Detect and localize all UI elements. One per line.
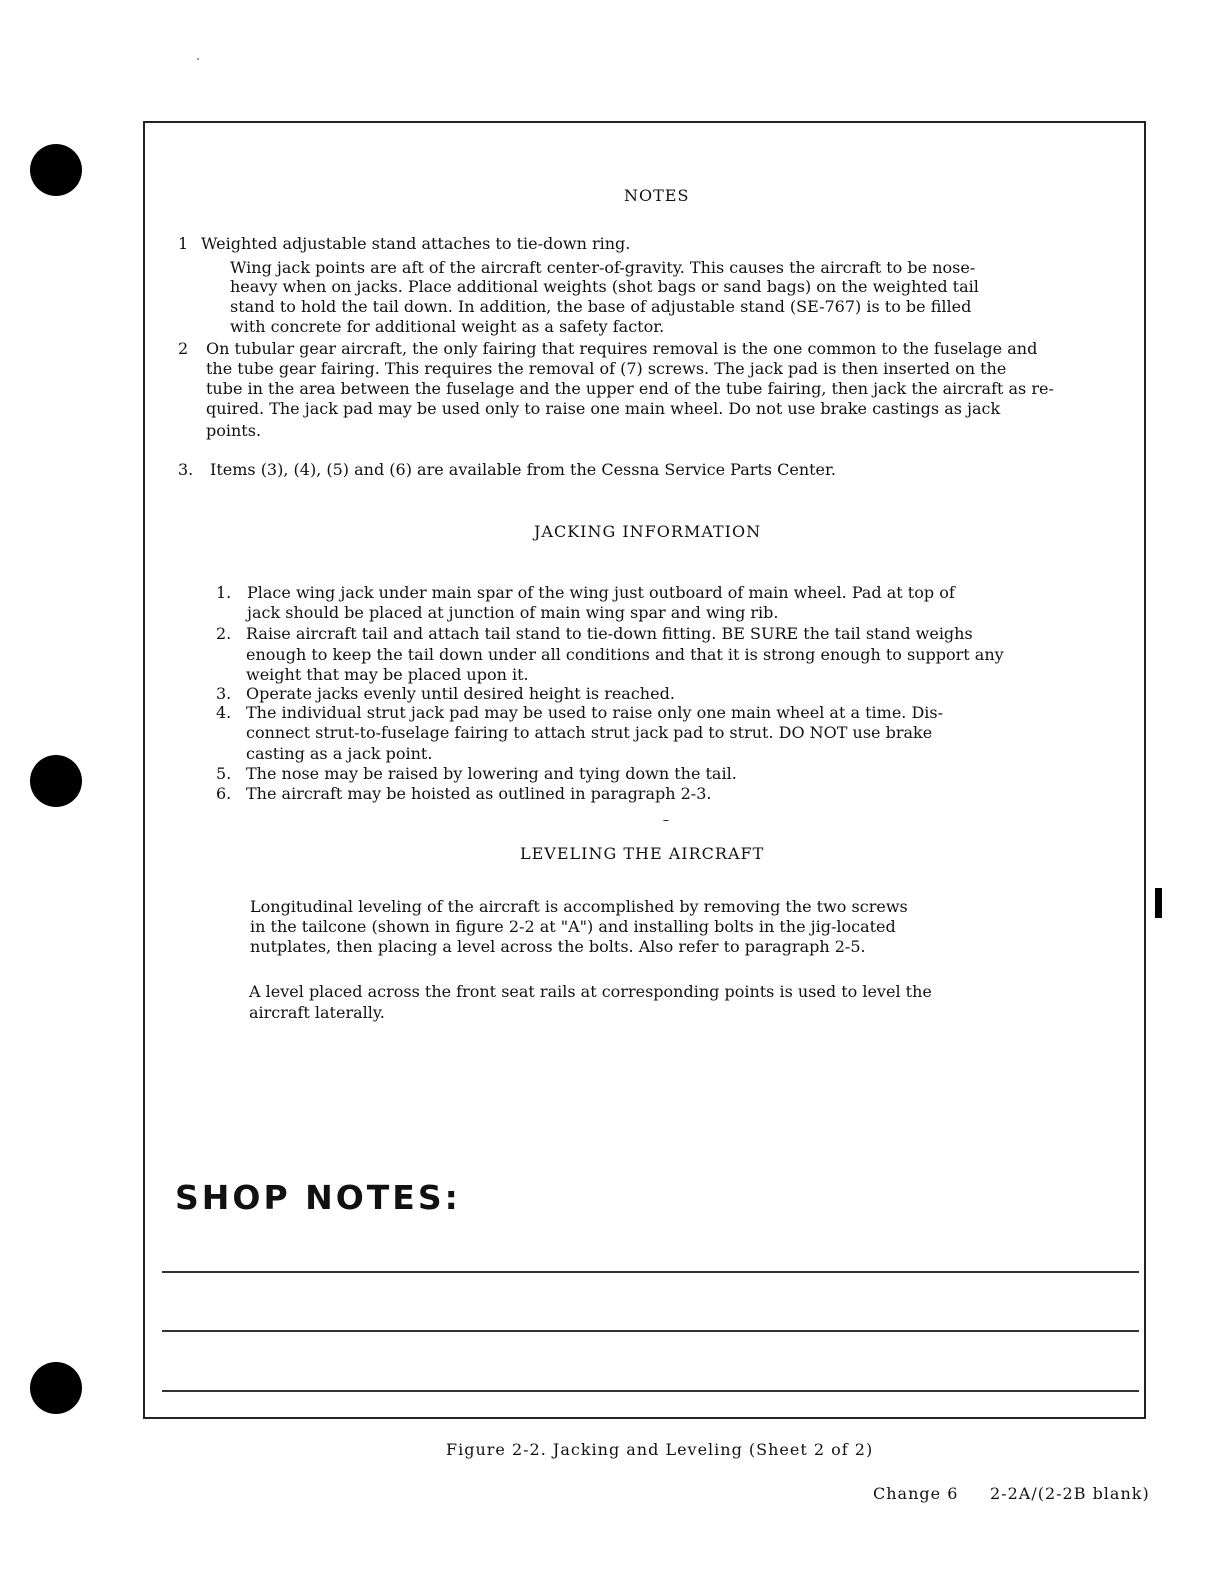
note-1-sub-line: with concrete for additional weight as a safety factor. xyxy=(230,317,665,336)
shop-notes-line xyxy=(162,1271,1139,1273)
change-number: Change 6 xyxy=(873,1484,959,1503)
jacking-step-line: The nose may be raised by lowering and tying down the tail. xyxy=(246,764,737,783)
jacking-step-number: 6. xyxy=(216,784,232,803)
notes-heading: NOTES xyxy=(624,186,690,205)
punch-hole-bottom xyxy=(30,1362,82,1414)
note-1-number: 1 xyxy=(178,234,189,253)
note-2-number: 2 xyxy=(178,339,189,358)
leveling-paragraph-line: nutplates, then placing a level across the bolts. Also refer to paragraph 2-5. xyxy=(250,937,866,956)
punch-hole-top xyxy=(30,144,82,196)
leveling-paragraph-line: in the tailcone (shown in figure 2-2 at "A") and installing bolts in the jig-located xyxy=(250,917,896,936)
jacking-step-number: 5. xyxy=(216,764,232,783)
note-1-line: Weighted adjustable stand attaches to tie-down ring. xyxy=(201,234,631,253)
note-2-line: points. xyxy=(206,421,262,440)
jacking-step-line: The aircraft may be hoisted as outlined in paragraph 2-3. xyxy=(246,784,712,803)
page-number: 2-2A/(2-2B blank) xyxy=(990,1484,1150,1503)
jacking-step-line: enough to keep the tail down under all conditions and that it is strong enough to support any xyxy=(246,645,1004,664)
jacking-step-line: weight that may be placed upon it. xyxy=(246,665,529,684)
jacking-step-number: 1. xyxy=(216,583,232,602)
jacking-step-line: The individual strut jack pad may be used to raise only one main wheel at a time. Dis- xyxy=(246,703,944,722)
change-bar xyxy=(1155,888,1162,918)
jacking-heading: JACKING INFORMATION xyxy=(534,522,762,541)
jacking-step-number: 4. xyxy=(216,703,232,722)
note-2-line: quired. The jack pad may be used only to raise one main wheel. Do not use brake castings as jack xyxy=(206,399,1001,418)
jacking-step-line: jack should be placed at junction of main wing spar and wing rib. xyxy=(247,603,779,622)
figure-caption: Figure 2-2. Jacking and Leveling (Sheet 2 of 2) xyxy=(446,1440,874,1459)
shop-notes-line xyxy=(162,1390,1139,1392)
note-1-sub-line: heavy when on jacks. Place additional weights (shot bags or sand bags) on the weighted tail xyxy=(230,277,979,296)
note-1-sub-line: stand to hold the tail down. In addition, the base of adjustable stand (SE-767) is to be filled xyxy=(230,297,972,316)
jacking-step-line: casting as a jack point. xyxy=(246,744,433,763)
leveling-heading: LEVELING THE AIRCRAFT xyxy=(520,844,765,863)
punch-hole-middle xyxy=(30,755,82,807)
jacking-step-number: 3. xyxy=(216,684,232,703)
leveling-paragraph-line: A level placed across the front seat rails at corresponding points is used to level the xyxy=(249,982,932,1001)
jacking-step-line: Place wing jack under main spar of the wing just outboard of main wheel. Pad at top of xyxy=(247,583,955,602)
jacking-step-line: Operate jacks evenly until desired height is reached. xyxy=(246,684,675,703)
scan-speck xyxy=(197,58,199,60)
jacking-step-line: Raise aircraft tail and attach tail stand to tie-down fitting. BE SURE the tail stand weighs xyxy=(246,624,973,643)
leveling-paragraph-line: Longitudinal leveling of the aircraft is accomplished by removing the two screws xyxy=(250,897,908,916)
jacking-step-line: connect strut-to-fuselage fairing to attach strut jack pad to strut. DO NOT use brake xyxy=(246,723,933,742)
note-3-line: Items (3), (4), (5) and (6) are available from the Cessna Service Parts Center. xyxy=(210,460,836,479)
note-1-sub-line: Wing jack points are aft of the aircraft center-of-gravity. This causes the aircraft to be nose- xyxy=(230,258,976,277)
note-2-line: tube in the area between the fuselage and the upper end of the tube fairing, then jack the aircraft as re- xyxy=(206,379,1054,398)
shop-notes-line xyxy=(162,1330,1139,1332)
jacking-step-number: 2. xyxy=(216,624,232,643)
note-2-line: On tubular gear aircraft, the only fairing that requires removal is the one common to the fuselage and xyxy=(206,339,1038,358)
shop-notes-title: SHOP NOTES: xyxy=(175,1178,461,1217)
leveling-paragraph-line: aircraft laterally. xyxy=(249,1003,385,1022)
note-2-line: the tube gear fairing. This requires the removal of (7) screws. The jack pad is then inserted on the xyxy=(206,359,1007,378)
note-3-number: 3. xyxy=(178,460,194,479)
